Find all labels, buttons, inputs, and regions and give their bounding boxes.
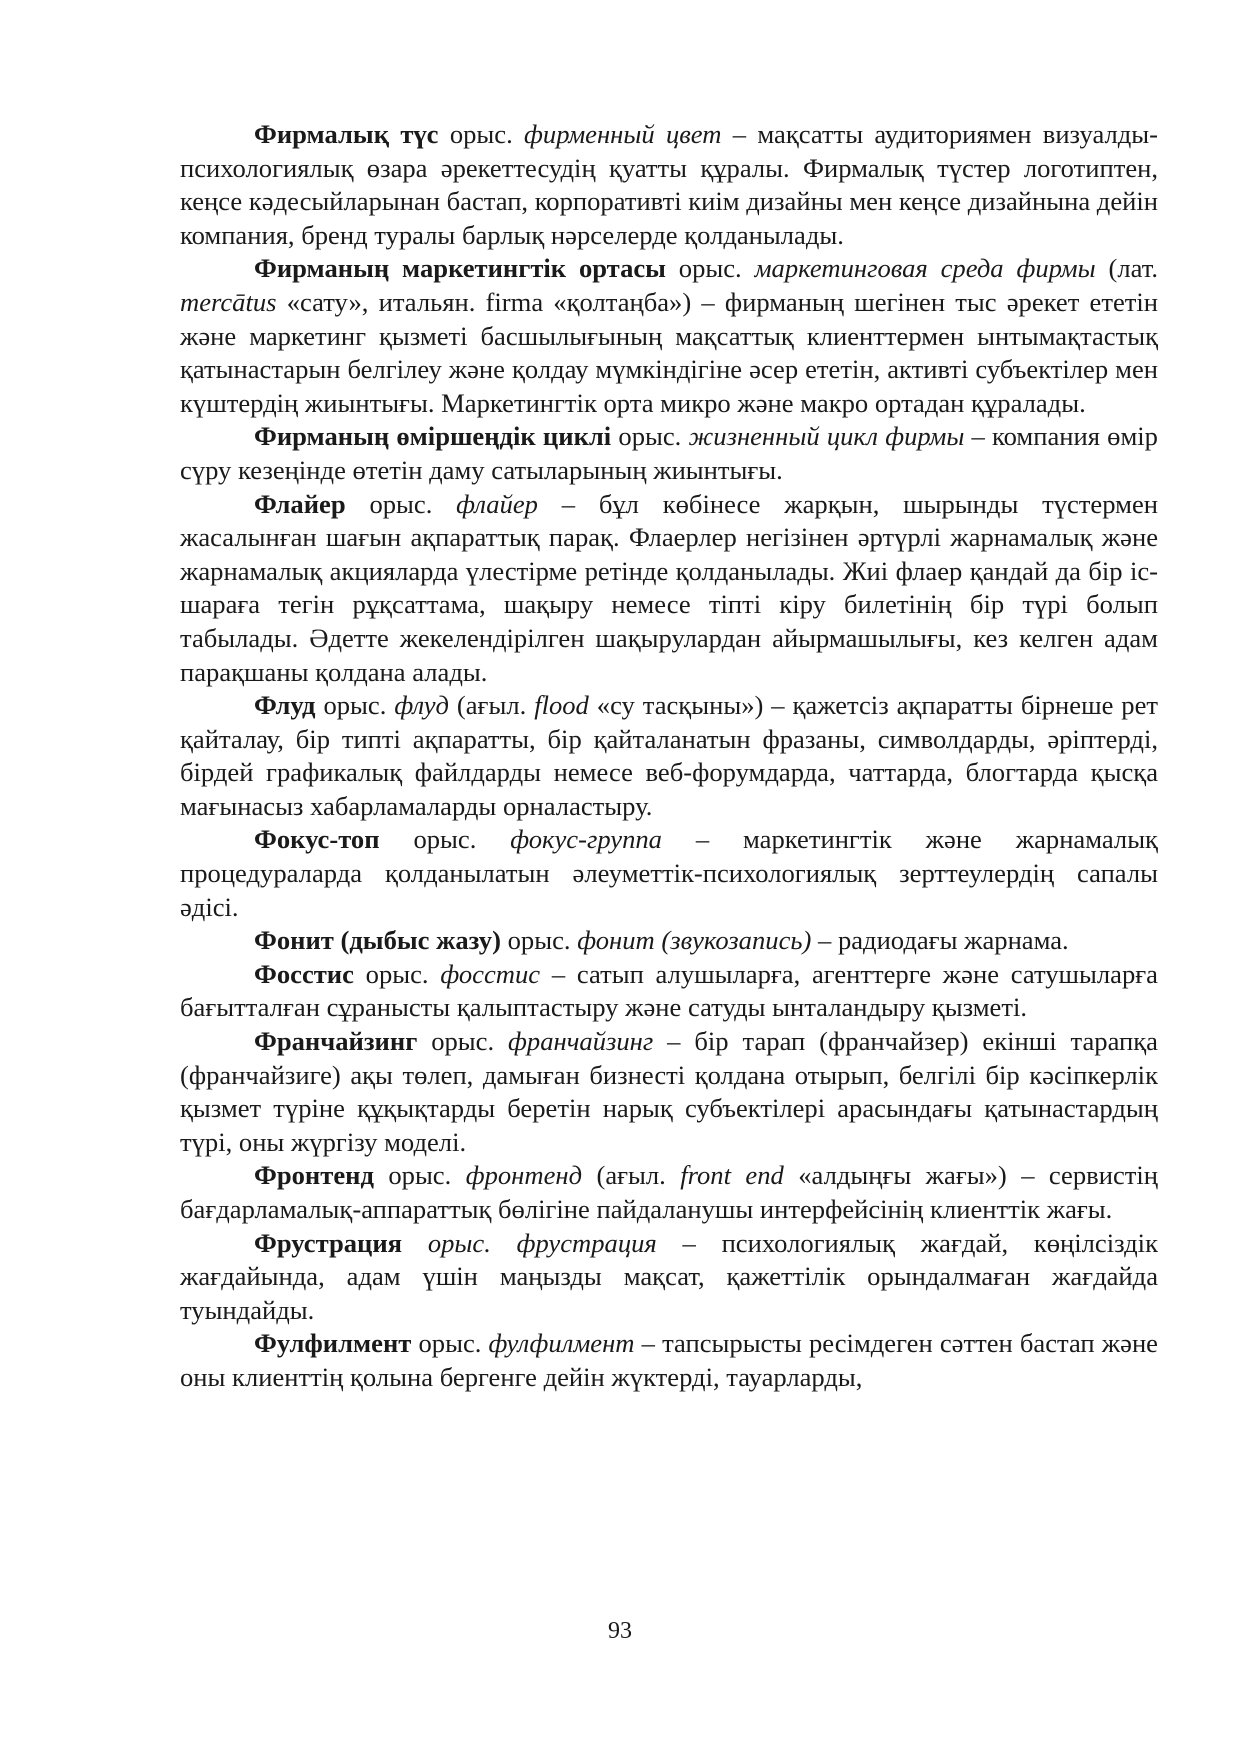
dictionary-entry	[180, 118, 1158, 252]
entry-term: Флайер	[254, 488, 346, 519]
dictionary-entry	[180, 924, 1158, 958]
entry-origin-word: mercātus	[180, 286, 277, 317]
entry-definition: – фирманың шегінен тыс әрекет ететін және маркетинг қызметі басшылығының мақсаттық клиенттермен ынтымақтастық қатынастарын белгілеу және қолдау мүмкіндігіне әсер ететін, активті субъектілер мен күштердің жиынтығы. Маркетингтік орта микро және макро ортадан құралады.	[180, 286, 1158, 418]
entry-term: Фрустрация	[254, 1227, 403, 1258]
entry-russian-equivalent: фокус-группа	[510, 824, 662, 855]
entry-language-label: орыс.	[427, 1227, 491, 1258]
entry-russian-equivalent: фулфилмент	[488, 1328, 635, 1359]
entry-language-label: орыс.	[413, 824, 477, 855]
dictionary-entry	[180, 823, 1158, 924]
dictionary-entry	[180, 1025, 1158, 1159]
dictionary-entry	[180, 1159, 1158, 1226]
entry-russian-equivalent: фронтенд	[465, 1160, 583, 1191]
entry-language-label: орыс.	[323, 690, 387, 721]
entry-language-label: орыс.	[418, 1328, 482, 1359]
dictionary-entry	[180, 488, 1158, 690]
entry-definition: – тапсырысты ресімдеген сәттен бастап және оны клиенттің қолына бергенге дейін жүктерді, тауарларды,	[180, 1328, 1158, 1392]
entry-term: Фосстис	[254, 958, 354, 989]
entry-term: Фокус-топ	[254, 824, 380, 855]
entry-russian-equivalent: фонит (звукозапись)	[577, 925, 812, 956]
entry-russian-equivalent: франчайзинг	[508, 1026, 654, 1057]
entry-term: Фирманың өміршеңдік циклі	[254, 421, 612, 452]
entry-language-label: орыс.	[388, 1160, 452, 1191]
entry-term: Франчайзинг	[254, 1026, 418, 1057]
entry-definition: – бұл көбінесе жарқын, шырынды түстермен жасалынған шағын ақпараттық парақ. Флаерлер негізінен әртүрлі жарнамалық және жарнамалық акцияларда үлестірме ретінде қолданылады. Жиі флаер қандай да бір іс-шараға тегін рұқсаттама, шақыру немесе тіпті кіру билетінің бір түрі болып табылады. Әдетте жекелендірілген шақырулардан айырмашылығы, кез келген адам парақшаны қолдана алады.	[180, 488, 1158, 687]
entry-language-label: орыс.	[431, 1026, 495, 1057]
entry-definition: – психологиялық жағдай, көңілсіздік жағдайында, адам үшін маңызды мақсат, қажеттілік орындалмаған жағдайда туындайды.	[180, 1227, 1158, 1325]
dictionary-entry	[180, 1327, 1158, 1394]
entry-definition: – компания өмір сүру кезеңінде өтетін даму сатыларының жиынтығы.	[180, 421, 1158, 485]
page-number: 93	[608, 1618, 632, 1644]
entry-language-label: орыс.	[449, 119, 513, 149]
entry-origin-word: front end	[680, 1160, 784, 1191]
entry-origin-suffix: «сату», итальян. firma «қолтаңба»)	[276, 286, 692, 317]
entry-term: Фонит (дыбыс жазу)	[254, 925, 501, 956]
entry-origin-suffix: «алдыңғы жағы»)	[783, 1160, 1007, 1191]
entry-term: Флуд	[254, 690, 316, 721]
entry-language-label: орыс.	[365, 958, 429, 989]
entry-russian-equivalent: фрустрация	[516, 1227, 657, 1258]
entry-origin-suffix: «су тасқыны»)	[588, 690, 764, 721]
entry-origin-prefix: (лат.	[1095, 253, 1158, 284]
entry-russian-equivalent: флуд	[394, 690, 449, 721]
entry-origin-word: flood	[534, 690, 589, 721]
entry-definition: – маркетингтік және жарнамалық процедураларда қолданылатын әлеуметтік-психологиялық зерттеулердің сапалы әдісі.	[180, 824, 1158, 922]
entry-term: Фирманың маркетингтік ортасы	[254, 253, 666, 284]
dictionary-page	[180, 118, 1158, 1395]
entry-definition: – сервистің бағдарламалық-аппараттық бөлігіне пайдаланушы интерфейсінің клиенттік жағы.	[180, 1160, 1158, 1224]
entry-language-label: орыс.	[507, 925, 571, 956]
entry-russian-equivalent: маркетинговая среда фирмы	[754, 253, 1096, 284]
entry-russian-equivalent: флайер	[456, 488, 538, 519]
dictionary-entry	[180, 1227, 1158, 1328]
entry-russian-equivalent: жизненный цикл фирмы	[688, 421, 965, 452]
entry-term: Фронтенд	[254, 1160, 374, 1191]
dictionary-entry	[180, 420, 1158, 487]
entry-russian-equivalent: фирменный цвет	[524, 119, 722, 149]
entry-origin-prefix: (ағыл.	[448, 690, 535, 721]
entry-definition: – радиодағы жарнама.	[811, 925, 1069, 956]
entry-language-label: орыс.	[369, 488, 433, 519]
entry-definition: – қажетсіз ақпаратты бірнеше рет қайталау, бір типті ақпаратты, бір қайталанатын фразаны, символдарды, әріптерді, бірдей графикалық файлдарды немесе веб-форумдарда, чаттарда, блогтарда қысқа мағынасыз хабарламаларды орналастыру.	[180, 690, 1159, 821]
dictionary-entry	[180, 958, 1158, 1025]
entry-origin-prefix: (ағыл.	[582, 1160, 681, 1191]
entry-definition: – сатып алушыларға, агенттерге және сатушыларға бағытталған сұранысты қалыптастыру және сатуды ынталандыру қызметі.	[180, 958, 1158, 1023]
entry-definition: – бір тарап (франчайзер) екінші тарапқа (франчайзиге) ақы төлеп, дамыған бизнесті қолдана отырып, белгілі бір кәсіпкерлік қызмет түріне құқықтарды беретін нарық субъектілері арасындағы қатынастардың түрі, оны жүргізу моделі.	[180, 1026, 1158, 1157]
entry-language-label: орыс.	[678, 253, 742, 284]
entry-term: Фулфилмент	[254, 1328, 412, 1359]
entry-definition: – мақсатты аудиториямен визуалды-психологиялық өзара әрекеттесудің қуатты құралы. Фирмалық түстер логотиптен, кеңсе кәдесыйларынан бастап, корпоративті киім дизайны мен кеңсе дизайнына дейін компания, бренд туралы барлық нәрселерде қолданылады.	[180, 119, 1159, 250]
entry-language-label: орыс.	[618, 421, 682, 452]
entry-term: Фирмалық түс	[254, 119, 439, 149]
dictionary-entry	[180, 689, 1158, 823]
dictionary-entry	[180, 252, 1158, 420]
entry-russian-equivalent: фосстис	[440, 958, 541, 989]
